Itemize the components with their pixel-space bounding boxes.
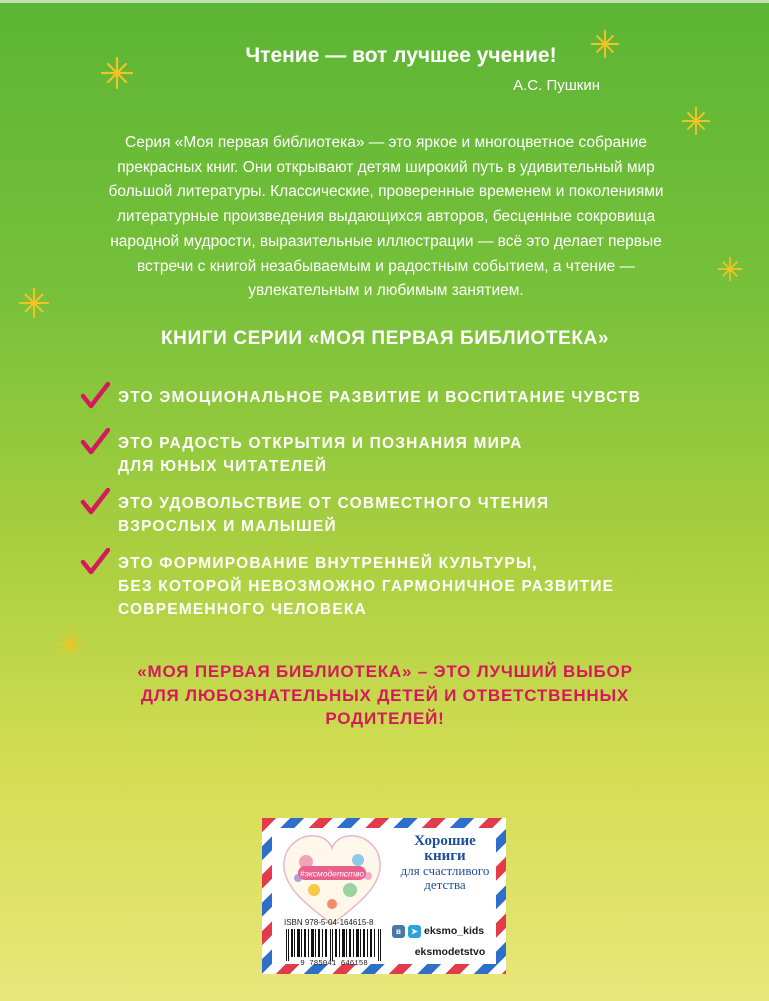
slogan-line: детства xyxy=(424,877,466,892)
top-divider xyxy=(0,0,769,3)
closing-statement xyxy=(70,660,700,731)
quote-text: Чтение — вот лучшее учение! xyxy=(245,44,557,67)
website-name: eksmodetstvo xyxy=(414,946,486,958)
star-icon xyxy=(100,56,134,90)
barcode xyxy=(284,929,384,961)
star-icon xyxy=(681,106,711,136)
benefit-line: ДЛЯ ЮНЫХ ЧИТАТЕЛЕЙ xyxy=(118,458,328,475)
heart-logo xyxy=(280,832,384,928)
star-icon xyxy=(717,256,743,282)
series-heading: КНИГИ СЕРИИ «МОЯ ПЕРВАЯ БИБЛИОТЕКА» xyxy=(160,328,610,349)
benefit-line: ЭТО УДОВОЛЬСТВИЕ ОТ СОВМЕСТНОГО ЧТЕНИЯ xyxy=(118,495,550,512)
benefit-line: СОВРЕМЕННОГО ЧЕЛОВЕКА xyxy=(118,601,367,618)
publisher-card xyxy=(262,818,506,974)
intro-paragraph: Серия «Моя первая библиотека» — это яркое и многоцветное собрание прекрасных книг. Они открывают детям широкий путь в удивительный мир большой литературы. Классические, проверенные временем и поколениями литературные произведения выдающихся авторов, бесценные сокровища народной мудрости, выразительные иллюстрации — всё это делает первые встречи с книгой незабываемым и радостным событием, а чтение — увлекательным и любимым занятием. xyxy=(108,134,664,300)
telegram-icon: ➤ xyxy=(408,925,421,938)
slogan-line: для счастливого xyxy=(400,863,490,878)
closing-line: РОДИТЕЛЕЙ! xyxy=(325,709,445,728)
svg-text:#эксмодетство: #эксмодетство xyxy=(299,868,365,879)
benefit-line: ЭТО РАДОСТЬ ОТКРЫТИЯ И ПОЗНАНИЯ МИРА xyxy=(118,435,523,452)
isbn: ISBN 978-5-04-164615-8 xyxy=(284,918,374,927)
barcode-number: 9 785041 646158 xyxy=(300,960,368,968)
benefit-line: ВЗРОСЛЫХ И МАЛЫШЕЙ xyxy=(118,518,337,535)
benefit-line: ЭТО ФОРМИРОВАНИЕ ВНУТРЕННЕЙ КУЛЬТУРЫ, xyxy=(118,555,538,572)
social-row xyxy=(392,922,496,940)
vk-icon: в xyxy=(392,925,405,938)
checkmark-icon xyxy=(80,428,110,456)
benefit-line: БЕЗ КОТОРОЙ НЕВОЗМОЖНО ГАРМОНИЧНОЕ РАЗВИТИЕ xyxy=(118,578,615,595)
star-icon xyxy=(18,287,50,319)
social-links xyxy=(392,922,496,940)
slogan-line: книги xyxy=(424,848,466,864)
benefit-line: ЭТО ЭМОЦИОНАЛЬНОЕ РАЗВИТИЕ И ВОСПИТАНИЕ ЧУВСТВ xyxy=(118,389,642,406)
slogan xyxy=(390,834,500,892)
quote-author: А.С. Пушкин xyxy=(513,77,600,94)
star-icon xyxy=(56,630,84,658)
slogan-line: Хорошие xyxy=(414,833,476,849)
social-handle: eksmo_kids xyxy=(424,925,485,937)
closing-line: «МОЯ ПЕРВАЯ БИБЛИОТЕКА» – ЭТО ЛУЧШИЙ ВЫБОР xyxy=(137,662,633,681)
checkmark-icon xyxy=(80,548,110,576)
closing-line: ДЛЯ ЛЮБОЗНАТЕЛЬНЫХ ДЕТЕЙ И ОТВЕТСТВЕННЫХ xyxy=(140,685,630,705)
checkmark-icon xyxy=(80,382,110,410)
checkmark-icon xyxy=(80,488,110,516)
